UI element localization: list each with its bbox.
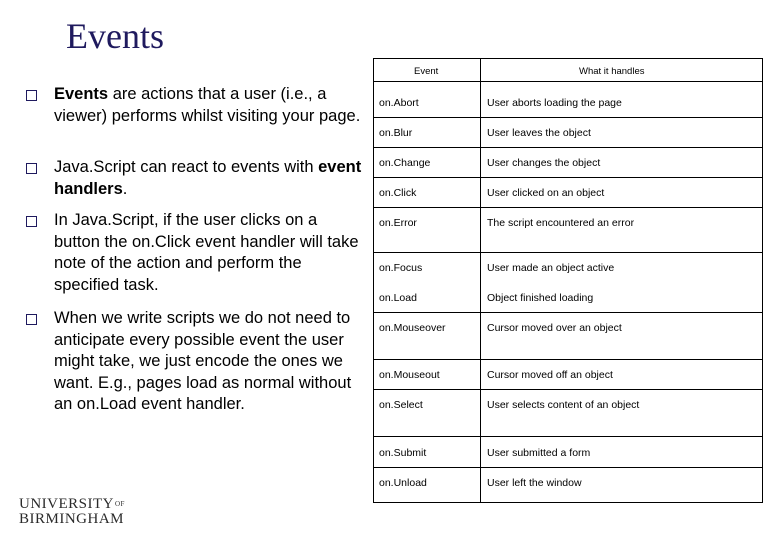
university-logo: $UNIVERSITY^{OF}$ BIRMINGHAM: [19, 496, 125, 527]
event-description: Cursor moved off an object: [487, 369, 613, 381]
square-bullet-icon: [26, 163, 37, 174]
square-bullet-icon: [26, 216, 37, 227]
event-name: on.Unload: [379, 477, 427, 489]
event-description: Object finished loading: [487, 292, 594, 304]
square-bullet-icon: [26, 314, 37, 325]
header-event: Event: [414, 66, 439, 77]
bullet-text: Java.Script can react to events with event handlers.: [54, 158, 362, 198]
event-name: on.Mouseover: [379, 322, 446, 334]
event-name: on.Blur: [379, 127, 413, 139]
event-description: User submitted a form: [487, 447, 591, 459]
event-name: on.Focus: [379, 262, 423, 274]
header-what-it-handles: What it handles: [579, 66, 645, 77]
row-divider: [374, 117, 762, 118]
event-description: User clicked on an object: [487, 187, 605, 199]
events-table: [373, 58, 763, 503]
row-divider: [374, 81, 762, 82]
bullet-item: [26, 84, 366, 127]
row-divider: [374, 207, 762, 208]
bullet-text: In Java.Script, if the user clicks on a button the on.Click event handler will take note of the action and perform the specified task.: [54, 211, 359, 294]
event-name: on.Load: [379, 292, 417, 304]
event-description: User aborts loading the page: [487, 97, 622, 109]
row-divider: [374, 252, 762, 253]
row-divider: [374, 177, 762, 178]
event-name: on.Mouseout: [379, 369, 440, 381]
slide-title: Events: [66, 16, 164, 56]
bullet-text: When we write scripts we do not need to anticipate every possible event the user might take, we just encode the ones we want. E.g., pages load as normal without an on.Load event handler.: [54, 309, 352, 413]
event-description: User selects content of an object: [487, 399, 640, 411]
event-description: Cursor moved over an object: [487, 322, 622, 334]
event-description: User leaves the object: [487, 127, 591, 139]
row-divider: [374, 389, 762, 390]
event-description: User changes the object: [487, 157, 601, 169]
event-name: on.Click: [379, 187, 417, 199]
row-divider: [374, 312, 762, 313]
event-description: User made an object active: [487, 262, 615, 274]
event-name: on.Abort: [379, 97, 419, 109]
event-name: on.Change: [379, 157, 431, 169]
row-divider: [374, 359, 762, 360]
event-name: on.Error: [379, 217, 417, 229]
event-description: User left the window: [487, 477, 582, 489]
bullet-item: [26, 210, 366, 296]
row-divider: [374, 467, 762, 468]
row-divider: [374, 436, 762, 437]
square-bullet-icon: [26, 90, 37, 101]
event-name: on.Select: [379, 399, 423, 411]
event-description: The script encountered an error: [487, 217, 635, 229]
bullet-item: [26, 157, 366, 200]
bullet-text: Events are actions that a user (i.e., a viewer) performs whilst visiting your page.: [54, 85, 361, 125]
row-divider: [374, 147, 762, 148]
event-name: on.Submit: [379, 447, 427, 459]
bullet-item: [26, 308, 366, 416]
